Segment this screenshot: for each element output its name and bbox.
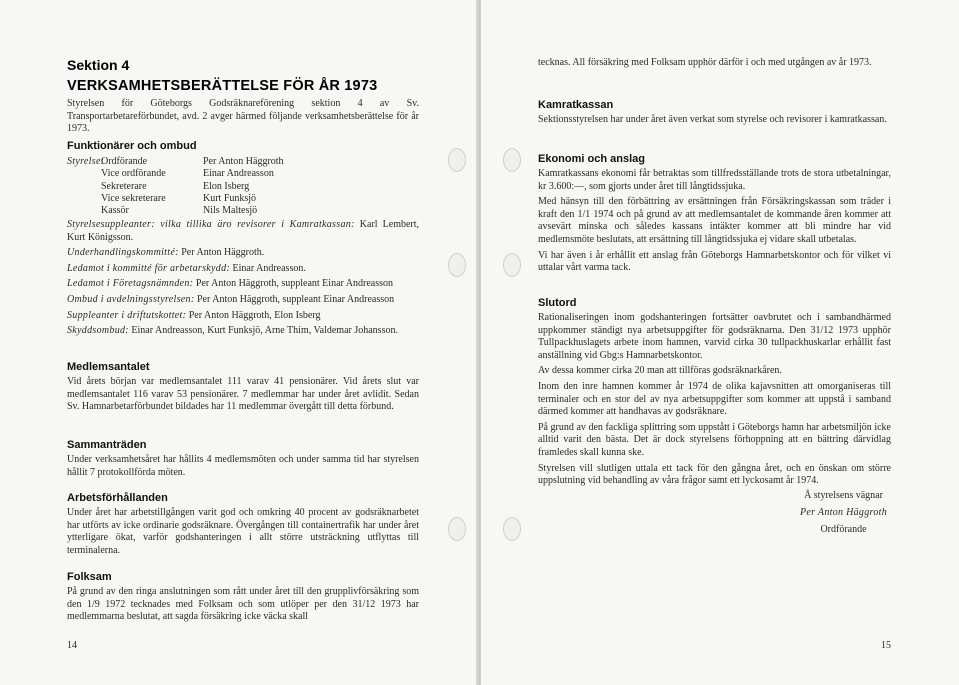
substitutes-label: Styrelsesuppleanter: vilka tillika äro revisorer i Kamratkassan: <box>67 219 355 230</box>
negotiation-line <box>67 247 419 260</box>
work-committee-line <box>67 263 419 276</box>
membership-text: Vid årets början var medlemsantalet 111 varav 41 pensionärer. Vid årets slut var medlemsantalet 116 varav 53 pensionärer. 7 medlemmar har under året avlidit. Sedan Sv. Hamnarbetarförbundet bildades har 11 medlemmar övergått till detta förbund. <box>67 376 419 413</box>
intro-block <box>67 98 419 136</box>
meetings-section <box>67 438 419 479</box>
closing-paragraph: Rationaliseringen inom godshanteringen fortsätter oavbrutet och i sambandhärmed uppkommer ständigt nya arbetsuppgifter för godsräknarna. Den 31/12 1973 upphör Tullpackhuslagets arbete inom hamnen, varvid cirka 30 tullpackhuskarlar erhållit fast anställning vid Gbg:s Hamnarbetskontor. <box>538 312 891 361</box>
negotiation-value: Per Anton Häggroth. <box>181 247 265 259</box>
closing-paragraph: På grund av den fackliga splittring som uppstått i Göteborgs hamn har arbetsmiljön icke alltid varit den bästa. Det är dock styrelsens förhoppning att en bättring därvidlag framledes skall kunna ske. <box>538 421 891 458</box>
division-board-line <box>67 294 419 307</box>
section-label: Sektion 4 <box>67 57 130 73</box>
fund-section <box>538 98 891 127</box>
board-table <box>67 156 284 217</box>
board-label: Styrelse: <box>67 156 105 167</box>
work-committee-value: Einar Andreasson. <box>232 262 306 274</box>
signature-block <box>781 487 906 538</box>
division-board-label: Ombud i avdelningsstyrelsen: <box>67 293 195 305</box>
board-row <box>67 168 284 180</box>
continuation-block <box>538 57 891 70</box>
work-text: Under året har arbetstillgången varit god och omkring 40 procent av godsräknarbetet har utförts av icke ordinarie godsräknare. Övergången till containertrafik har under året ytterligare ökat, varför godshanteringen i allt större utsträckning utflyttas till terminalerna. <box>67 507 419 556</box>
membership-heading: Medlemsantalet <box>67 361 150 373</box>
binder-hole <box>448 517 466 541</box>
board-member-name: Nils Maltesjö <box>203 205 258 217</box>
division-board-value: Per Anton Häggroth, suppleant Einar Andreasson <box>196 293 395 305</box>
substitutes-value: Karl Lembert, Kurt Königsson. <box>67 219 420 243</box>
board-member-name: Kurt Funksjö <box>203 192 257 204</box>
membership-section <box>67 360 419 414</box>
binder-hole <box>503 253 521 277</box>
substitutes-line <box>67 219 419 244</box>
closing-heading: Slutord <box>538 297 577 309</box>
left-page <box>0 0 478 685</box>
work-section <box>67 491 419 557</box>
safety-line <box>67 325 419 338</box>
fund-text: Sektionsstyrelsen har under året även verkat som styrelse och revisorer i kamratkassan. <box>538 114 887 125</box>
economy-paragraph: Kamratkassans ekonomi får betraktas som tillfredsställande trots de stora utbetalningar, kr 3.600:—, som gjorts under året till långtidssjuka. <box>538 168 891 192</box>
officers-heading: Funktionärer och ombud <box>67 140 197 152</box>
negotiation-label: Underhandlingskommitté: <box>67 247 179 259</box>
economy-paragraph: Med hänsyn till den förbättring av ersättningen från Försäkringskassan som träder i kraft den 1/1 1974 och på grund av att medlemsantalet de kommande åren kommer att avsevärt minska och således kassans intäkter kommer att bli mindre har vid medlemsmöte beslutats, att ersättning till långtidssjuka ej vidare skall utbetalas. <box>538 196 891 245</box>
safety-value: Einar Andreasson, Kurt Funksjö, Arne Thim, Valdemar Johansson. <box>131 325 398 337</box>
board-row <box>67 181 284 193</box>
company-board-value: Per Anton Häggroth, suppleant Einar Andreasson <box>195 278 393 290</box>
fund-heading: Kamratkassan <box>538 99 614 111</box>
binder-hole <box>503 517 521 541</box>
page-number-right: 15 <box>881 640 891 651</box>
economy-section <box>538 152 891 275</box>
closing-paragraph: Inom den inre hamnen kommer år 1974 de olika kajavsnitten att omorganiseras till terminaler och en stor del av nya arbetsuppgifter som kommer att uppstå i samband därmed kommer att handhavas av godsräknare. <box>538 380 891 418</box>
signatory-name: Per Anton Häggroth <box>799 507 888 518</box>
meetings-heading: Sammanträden <box>67 439 147 451</box>
work-heading: Arbetsförhållanden <box>67 492 168 504</box>
board-role: Ordförande <box>101 156 148 167</box>
folksam-text: På grund av den ringa anslutningen som rått under året till den grupplivförsäkring som den 1/9 1972 tecknades med Folksam och som utlöper per den 31/12 1973 har medlemmarna beslutat, att sagda försäkring icke väcka skall <box>67 586 419 623</box>
board-row <box>67 156 284 168</box>
board-role: Sekreterare <box>101 180 147 192</box>
signatory-title: Ordförande <box>820 524 867 535</box>
economy-heading: Ekonomi och anslag <box>538 153 645 165</box>
folksam-section <box>67 570 419 624</box>
board-member-name: Per Anton Häggroth <box>203 156 284 167</box>
board-role: Kassör <box>101 205 129 217</box>
binder-hole <box>448 253 466 277</box>
intro-text: Styrelsen för Göteborgs Godsräknareförening sektion 4 av Sv. Transportarbetareförbundet, avd. 2 avger härmed följande verksamhetsberättelse för år 1973. <box>67 98 419 135</box>
binder-hole <box>448 148 466 172</box>
board-member-name: Einar Andreasson <box>203 168 274 180</box>
folksam-heading: Folksam <box>67 571 112 583</box>
company-board-label: Ledamot i Företagsnämnden: <box>67 278 194 290</box>
board-row <box>67 193 284 205</box>
operations-value: Per Anton Häggroth, Elon Isberg <box>188 309 321 321</box>
board-member-name: Elon Isberg <box>203 180 250 192</box>
signature-line: Å styrelsens vägnar <box>804 490 883 501</box>
meetings-text: Under verksamhetsåret har hållits 4 medlemsmöten och under samma tid har styrelsen hållit 7 protokollförda möten. <box>67 454 419 478</box>
report-title: VERKSAMHETSBERÄTTELSE FÖR ÅR 1973 <box>67 78 378 94</box>
board-role: Vice ordförande <box>101 168 166 180</box>
operations-line <box>67 310 419 323</box>
safety-label: Skyddsombud: <box>67 325 129 337</box>
operations-label: Suppleanter i driftutskottet: <box>67 309 187 321</box>
economy-paragraph: Vi har även i år erhållit ett anslag från Göteborgs Hamnarbetskontor och för vilket vi uttalar vårt varma tack. <box>538 249 891 274</box>
continuation-text: tecknas. All försäkring med Folksam upphör därför i och med utgången av år 1973. <box>538 57 872 68</box>
appointments-block <box>67 219 419 338</box>
page-number-left: 14 <box>67 640 77 651</box>
binder-hole <box>503 148 521 172</box>
closing-section <box>538 296 891 488</box>
work-committee-label: Ledamot i kommitté för arbetarskydd: <box>67 262 231 274</box>
closing-paragraph: Av dessa kommer cirka 20 man att tillföras godsräknarkåren. <box>538 365 782 377</box>
board-row <box>67 205 284 217</box>
closing-paragraph: Styrelsen vill slutligen uttala ett tack för den gångna året, och en önskan om större uppslutning vid behandling av våra frågor samt ett lyckosamt år 1974. <box>538 462 891 487</box>
company-board-line <box>67 278 419 291</box>
board-role: Vice sekreterare <box>101 192 166 204</box>
right-page <box>481 0 959 685</box>
officers-heading-wrap <box>67 139 197 153</box>
